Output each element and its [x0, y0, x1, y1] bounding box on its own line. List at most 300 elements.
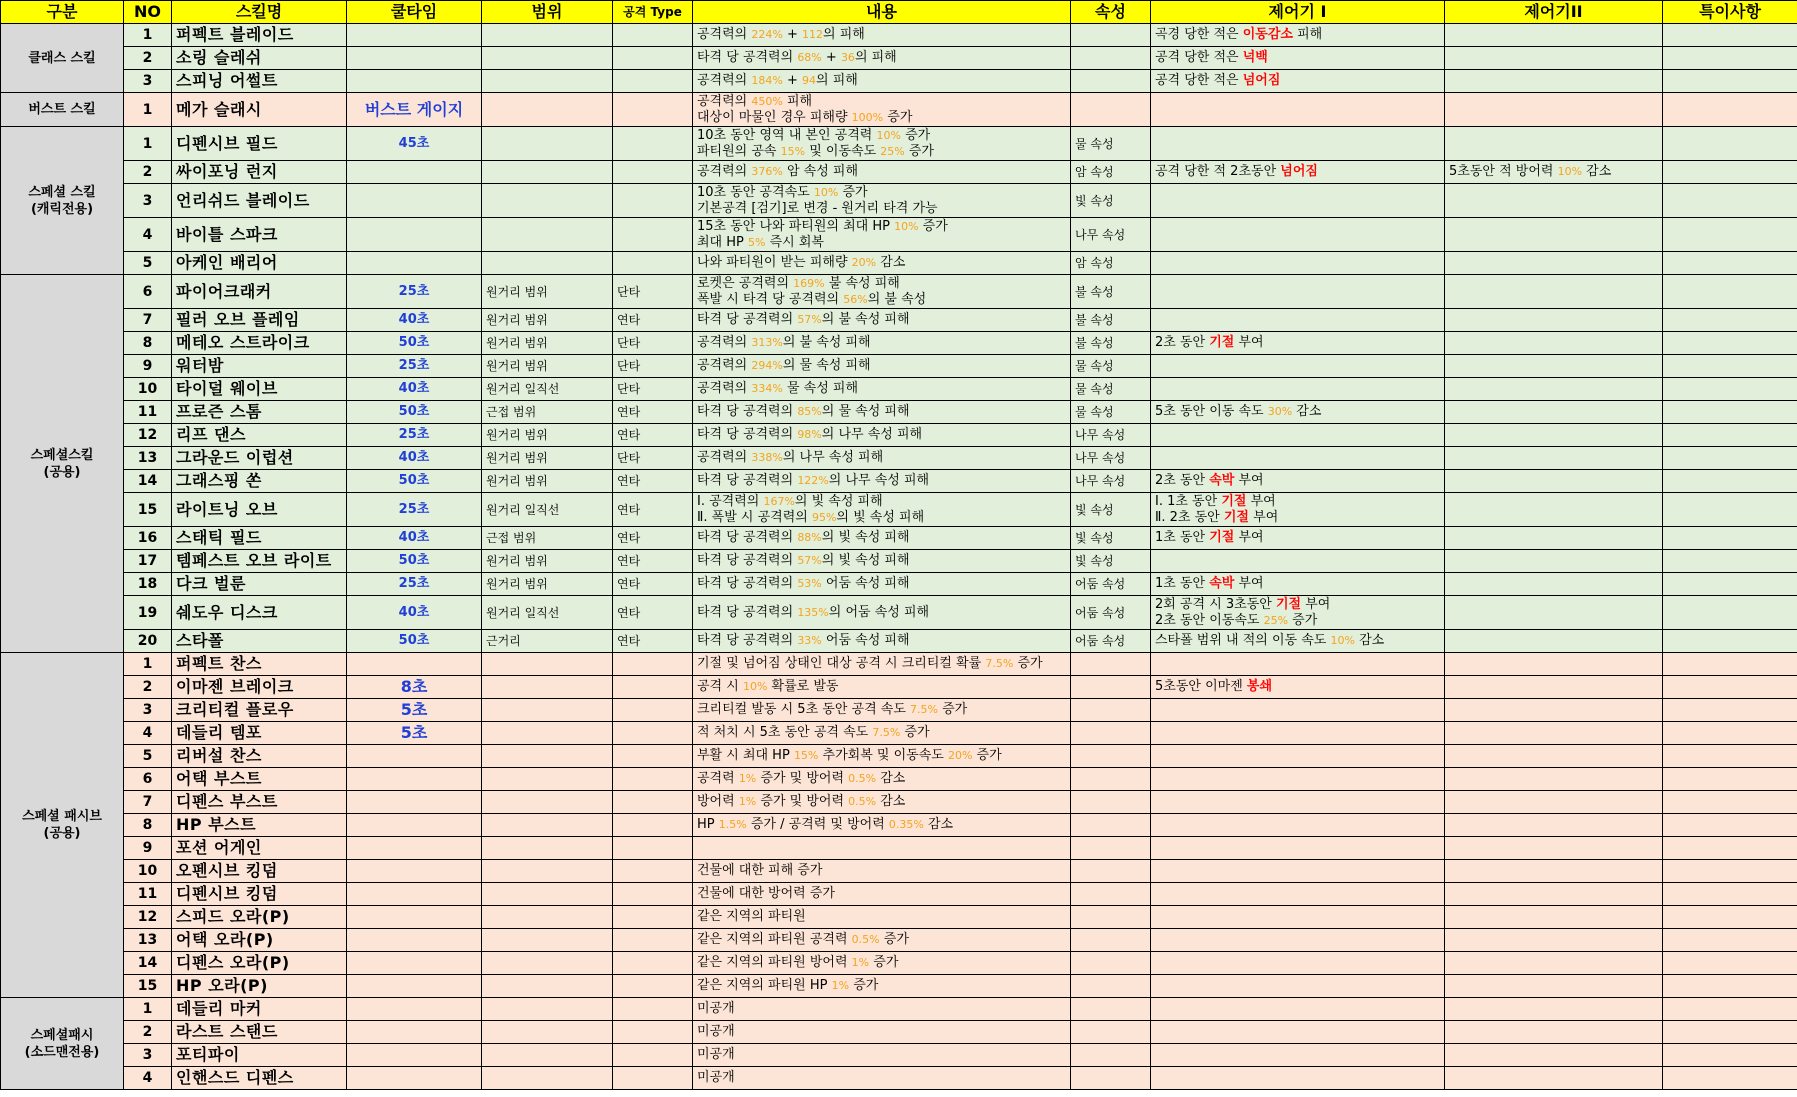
no-cell[interactable]: 18 [124, 573, 172, 596]
notes-cell[interactable] [1663, 998, 1797, 1021]
skill-name-cell[interactable]: 스타폴 [172, 630, 347, 653]
attribute-cell[interactable]: 빛 속성 [1071, 493, 1151, 527]
content-cell[interactable] [693, 883, 1071, 906]
skill-name-cell[interactable]: 파이어크래커 [172, 275, 347, 309]
attribute-cell[interactable] [1071, 676, 1151, 699]
no-cell[interactable]: 16 [124, 527, 172, 550]
control-2-cell[interactable] [1445, 275, 1663, 309]
attribute-cell[interactable] [1071, 1067, 1151, 1090]
no-cell[interactable]: 2 [124, 47, 172, 70]
range-cell[interactable] [482, 24, 613, 47]
notes-cell[interactable] [1663, 127, 1797, 161]
cooldown-cell[interactable]: 25초 [347, 424, 482, 447]
header-range[interactable]: 범위 [482, 1, 613, 24]
control-2-cell[interactable] [1445, 184, 1663, 218]
cooldown-cell[interactable]: 5초 [347, 722, 482, 745]
cooldown-cell[interactable]: 40초 [347, 527, 482, 550]
attack-type-cell[interactable] [613, 1021, 693, 1044]
skill-name-cell[interactable]: 다크 벌룬 [172, 573, 347, 596]
notes-cell[interactable] [1663, 906, 1797, 929]
category-cell[interactable]: 스페셜패시 (소드맨전용) [1, 998, 124, 1090]
skill-name-cell[interactable]: 디펜시브 필드 [172, 127, 347, 161]
control-2-cell[interactable] [1445, 355, 1663, 378]
control-2-cell[interactable] [1445, 883, 1663, 906]
cooldown-cell[interactable]: 50초 [347, 630, 482, 653]
skill-name-cell[interactable]: 데들리 템포 [172, 722, 347, 745]
cooldown-cell[interactable] [347, 883, 482, 906]
cooldown-cell[interactable]: 50초 [347, 401, 482, 424]
content-cell[interactable] [693, 527, 1071, 550]
content-cell[interactable] [693, 573, 1071, 596]
cooldown-cell[interactable]: 25초 [347, 355, 482, 378]
control-1-cell[interactable] [1151, 424, 1445, 447]
control-2-cell[interactable] [1445, 975, 1663, 998]
notes-cell[interactable] [1663, 493, 1797, 527]
range-cell[interactable] [482, 906, 613, 929]
notes-cell[interactable] [1663, 275, 1797, 309]
attack-type-cell[interactable]: 단타 [613, 355, 693, 378]
attack-type-cell[interactable]: 연타 [613, 401, 693, 424]
attack-type-cell[interactable]: 연타 [613, 573, 693, 596]
content-cell[interactable] [693, 161, 1071, 184]
no-cell[interactable]: 9 [124, 355, 172, 378]
cooldown-cell[interactable] [347, 952, 482, 975]
control-2-cell[interactable] [1445, 161, 1663, 184]
notes-cell[interactable] [1663, 791, 1797, 814]
skill-name-cell[interactable]: 언리쉬드 블레이드 [172, 184, 347, 218]
no-cell[interactable]: 1 [124, 93, 172, 127]
notes-cell[interactable] [1663, 952, 1797, 975]
content-cell[interactable] [693, 309, 1071, 332]
range-cell[interactable] [482, 161, 613, 184]
control-2-cell[interactable] [1445, 332, 1663, 355]
notes-cell[interactable] [1663, 70, 1797, 93]
attribute-cell[interactable]: 불 속성 [1071, 332, 1151, 355]
no-cell[interactable]: 20 [124, 630, 172, 653]
skill-name-cell[interactable]: 퍼펙트 찬스 [172, 653, 347, 676]
notes-cell[interactable] [1663, 699, 1797, 722]
attack-type-cell[interactable] [613, 218, 693, 252]
no-cell[interactable]: 3 [124, 184, 172, 218]
skill-name-cell[interactable]: 프로즌 스톰 [172, 401, 347, 424]
range-cell[interactable] [482, 676, 613, 699]
content-cell[interactable] [693, 447, 1071, 470]
skill-name-cell[interactable]: 리버설 찬스 [172, 745, 347, 768]
no-cell[interactable]: 1 [124, 24, 172, 47]
skill-name-cell[interactable]: 쉐도우 디스크 [172, 596, 347, 630]
control-1-cell[interactable] [1151, 252, 1445, 275]
control-1-cell[interactable] [1151, 332, 1445, 355]
content-cell[interactable] [693, 275, 1071, 309]
control-1-cell[interactable] [1151, 630, 1445, 653]
content-cell[interactable] [693, 653, 1071, 676]
no-cell[interactable]: 2 [124, 676, 172, 699]
control-1-cell[interactable] [1151, 699, 1445, 722]
control-2-cell[interactable] [1445, 653, 1663, 676]
attack-type-cell[interactable] [613, 906, 693, 929]
attack-type-cell[interactable] [613, 252, 693, 275]
control-1-cell[interactable] [1151, 1021, 1445, 1044]
control-2-cell[interactable] [1445, 860, 1663, 883]
notes-cell[interactable] [1663, 596, 1797, 630]
category-cell[interactable]: 버스트 스킬 [1, 93, 124, 127]
attack-type-cell[interactable] [613, 745, 693, 768]
control-1-cell[interactable] [1151, 161, 1445, 184]
control-1-cell[interactable] [1151, 218, 1445, 252]
no-cell[interactable]: 8 [124, 814, 172, 837]
control-1-cell[interactable] [1151, 929, 1445, 952]
category-cell[interactable]: 스페셜 스킬 (캐릭전용) [1, 127, 124, 275]
range-cell[interactable] [482, 929, 613, 952]
control-2-cell[interactable] [1445, 952, 1663, 975]
attribute-cell[interactable]: 빛 속성 [1071, 550, 1151, 573]
control-1-cell[interactable] [1151, 550, 1445, 573]
notes-cell[interactable] [1663, 252, 1797, 275]
attack-type-cell[interactable] [613, 722, 693, 745]
cooldown-cell[interactable] [347, 1067, 482, 1090]
control-1-cell[interactable] [1151, 47, 1445, 70]
no-cell[interactable]: 3 [124, 699, 172, 722]
attack-type-cell[interactable]: 연타 [613, 527, 693, 550]
cooldown-cell[interactable]: 45초 [347, 127, 482, 161]
no-cell[interactable]: 10 [124, 860, 172, 883]
notes-cell[interactable] [1663, 929, 1797, 952]
attribute-cell[interactable]: 나무 속성 [1071, 447, 1151, 470]
cooldown-cell[interactable]: 50초 [347, 332, 482, 355]
control-1-cell[interactable] [1151, 401, 1445, 424]
skill-name-cell[interactable]: 포티파이 [172, 1044, 347, 1067]
notes-cell[interactable] [1663, 424, 1797, 447]
no-cell[interactable]: 6 [124, 275, 172, 309]
control-1-cell[interactable] [1151, 24, 1445, 47]
no-cell[interactable]: 15 [124, 493, 172, 527]
attribute-cell[interactable] [1071, 929, 1151, 952]
control-1-cell[interactable] [1151, 447, 1445, 470]
cooldown-cell[interactable]: 50초 [347, 550, 482, 573]
notes-cell[interactable] [1663, 447, 1797, 470]
content-cell[interactable] [693, 493, 1071, 527]
skill-name-cell[interactable]: 라스트 스탠드 [172, 1021, 347, 1044]
control-1-cell[interactable] [1151, 791, 1445, 814]
range-cell[interactable] [482, 653, 613, 676]
range-cell[interactable]: 원거리 일직선 [482, 596, 613, 630]
range-cell[interactable]: 근접 범위 [482, 401, 613, 424]
notes-cell[interactable] [1663, 355, 1797, 378]
content-cell[interactable] [693, 470, 1071, 493]
content-cell[interactable] [693, 630, 1071, 653]
control-1-cell[interactable] [1151, 573, 1445, 596]
no-cell[interactable]: 5 [124, 252, 172, 275]
content-cell[interactable] [693, 1067, 1071, 1090]
notes-cell[interactable] [1663, 837, 1797, 860]
cooldown-cell[interactable] [347, 47, 482, 70]
attack-type-cell[interactable] [613, 47, 693, 70]
attack-type-cell[interactable] [613, 161, 693, 184]
attack-type-cell[interactable] [613, 1067, 693, 1090]
attribute-cell[interactable]: 나무 속성 [1071, 470, 1151, 493]
range-cell[interactable]: 원거리 범위 [482, 447, 613, 470]
control-1-cell[interactable] [1151, 883, 1445, 906]
cooldown-cell[interactable] [347, 998, 482, 1021]
control-1-cell[interactable] [1151, 1044, 1445, 1067]
range-cell[interactable] [482, 722, 613, 745]
cooldown-cell[interactable] [347, 252, 482, 275]
attribute-cell[interactable]: 어둠 속성 [1071, 573, 1151, 596]
control-1-cell[interactable] [1151, 527, 1445, 550]
content-cell[interactable] [693, 814, 1071, 837]
content-cell[interactable] [693, 70, 1071, 93]
attribute-cell[interactable] [1071, 952, 1151, 975]
attack-type-cell[interactable]: 연타 [613, 424, 693, 447]
control-1-cell[interactable] [1151, 768, 1445, 791]
cooldown-cell[interactable] [347, 70, 482, 93]
control-2-cell[interactable] [1445, 24, 1663, 47]
skill-name-cell[interactable]: 디펜스 오라(P) [172, 952, 347, 975]
attribute-cell[interactable] [1071, 791, 1151, 814]
attack-type-cell[interactable] [613, 676, 693, 699]
control-1-cell[interactable] [1151, 184, 1445, 218]
skill-name-cell[interactable]: 어택 오라(P) [172, 929, 347, 952]
notes-cell[interactable] [1663, 814, 1797, 837]
control-2-cell[interactable] [1445, 929, 1663, 952]
notes-cell[interactable] [1663, 93, 1797, 127]
no-cell[interactable]: 4 [124, 722, 172, 745]
no-cell[interactable]: 2 [124, 161, 172, 184]
notes-cell[interactable] [1663, 1067, 1797, 1090]
cooldown-cell[interactable]: 40초 [347, 378, 482, 401]
control-1-cell[interactable] [1151, 93, 1445, 127]
control-1-cell[interactable] [1151, 906, 1445, 929]
control-2-cell[interactable] [1445, 791, 1663, 814]
control-2-cell[interactable] [1445, 1067, 1663, 1090]
header-no[interactable]: NO [124, 1, 172, 24]
attribute-cell[interactable] [1071, 883, 1151, 906]
control-2-cell[interactable] [1445, 309, 1663, 332]
control-2-cell[interactable] [1445, 127, 1663, 161]
content-cell[interactable] [693, 998, 1071, 1021]
control-1-cell[interactable] [1151, 355, 1445, 378]
category-cell[interactable]: 클래스 스킬 [1, 24, 124, 93]
content-cell[interactable] [693, 218, 1071, 252]
control-1-cell[interactable] [1151, 814, 1445, 837]
cooldown-cell[interactable] [347, 1021, 482, 1044]
cooldown-cell[interactable]: 8초 [347, 676, 482, 699]
skill-name-cell[interactable]: 소링 슬레쉬 [172, 47, 347, 70]
control-2-cell[interactable] [1445, 527, 1663, 550]
control-1-cell[interactable] [1151, 378, 1445, 401]
notes-cell[interactable] [1663, 401, 1797, 424]
cooldown-cell[interactable] [347, 791, 482, 814]
control-1-cell[interactable] [1151, 127, 1445, 161]
skill-name-cell[interactable]: 퍼펙트 블레이드 [172, 24, 347, 47]
skill-name-cell[interactable]: 어택 부스트 [172, 768, 347, 791]
notes-cell[interactable] [1663, 975, 1797, 998]
attribute-cell[interactable] [1071, 70, 1151, 93]
range-cell[interactable] [482, 975, 613, 998]
attack-type-cell[interactable] [613, 929, 693, 952]
notes-cell[interactable] [1663, 860, 1797, 883]
skill-name-cell[interactable]: 데들리 마커 [172, 998, 347, 1021]
header-control-1[interactable]: 제어기 I [1151, 1, 1445, 24]
cooldown-cell[interactable]: 25초 [347, 573, 482, 596]
content-cell[interactable] [693, 975, 1071, 998]
no-cell[interactable]: 14 [124, 952, 172, 975]
range-cell[interactable]: 원거리 일직선 [482, 378, 613, 401]
skill-name-cell[interactable]: 메가 슬래시 [172, 93, 347, 127]
cooldown-cell[interactable]: 25초 [347, 493, 482, 527]
cooldown-cell[interactable]: 50초 [347, 470, 482, 493]
skill-name-cell[interactable]: 그래스핑 쏜 [172, 470, 347, 493]
skill-name-cell[interactable]: 스피닝 어썰트 [172, 70, 347, 93]
range-cell[interactable] [482, 70, 613, 93]
range-cell[interactable]: 원거리 범위 [482, 424, 613, 447]
range-cell[interactable] [482, 218, 613, 252]
no-cell[interactable]: 4 [124, 218, 172, 252]
skill-name-cell[interactable]: 워터밤 [172, 355, 347, 378]
attribute-cell[interactable]: 물 속성 [1071, 378, 1151, 401]
control-1-cell[interactable] [1151, 275, 1445, 309]
attribute-cell[interactable]: 어둠 속성 [1071, 596, 1151, 630]
notes-cell[interactable] [1663, 883, 1797, 906]
no-cell[interactable]: 1 [124, 998, 172, 1021]
attribute-cell[interactable]: 나무 속성 [1071, 218, 1151, 252]
notes-cell[interactable] [1663, 550, 1797, 573]
no-cell[interactable]: 3 [124, 1044, 172, 1067]
control-1-cell[interactable] [1151, 470, 1445, 493]
no-cell[interactable]: 7 [124, 791, 172, 814]
no-cell[interactable]: 19 [124, 596, 172, 630]
content-cell[interactable] [693, 676, 1071, 699]
control-2-cell[interactable] [1445, 252, 1663, 275]
range-cell[interactable]: 근거리 [482, 630, 613, 653]
header-attack-type[interactable]: 공격 Type [613, 1, 693, 24]
attribute-cell[interactable]: 암 속성 [1071, 252, 1151, 275]
no-cell[interactable]: 1 [124, 127, 172, 161]
no-cell[interactable]: 1 [124, 653, 172, 676]
content-cell[interactable] [693, 906, 1071, 929]
no-cell[interactable]: 2 [124, 1021, 172, 1044]
range-cell[interactable] [482, 1044, 613, 1067]
cooldown-cell[interactable]: 40초 [347, 309, 482, 332]
control-2-cell[interactable] [1445, 837, 1663, 860]
cooldown-cell[interactable] [347, 24, 482, 47]
content-cell[interactable] [693, 127, 1071, 161]
range-cell[interactable]: 원거리 일직선 [482, 493, 613, 527]
attack-type-cell[interactable]: 연타 [613, 309, 693, 332]
attack-type-cell[interactable]: 단타 [613, 275, 693, 309]
skill-name-cell[interactable]: 오펜시브 킹덤 [172, 860, 347, 883]
control-2-cell[interactable] [1445, 493, 1663, 527]
attack-type-cell[interactable] [613, 883, 693, 906]
skill-name-cell[interactable]: 라이트닝 오브 [172, 493, 347, 527]
notes-cell[interactable] [1663, 768, 1797, 791]
content-cell[interactable] [693, 860, 1071, 883]
control-1-cell[interactable] [1151, 952, 1445, 975]
cooldown-cell[interactable] [347, 745, 482, 768]
no-cell[interactable]: 14 [124, 470, 172, 493]
attribute-cell[interactable]: 물 속성 [1071, 401, 1151, 424]
range-cell[interactable] [482, 745, 613, 768]
control-2-cell[interactable] [1445, 814, 1663, 837]
no-cell[interactable]: 11 [124, 401, 172, 424]
control-2-cell[interactable] [1445, 676, 1663, 699]
content-cell[interactable] [693, 93, 1071, 127]
control-2-cell[interactable] [1445, 998, 1663, 1021]
control-2-cell[interactable] [1445, 768, 1663, 791]
content-cell[interactable] [693, 24, 1071, 47]
cooldown-cell[interactable] [347, 768, 482, 791]
category-cell[interactable]: 스페셜 패시브 (공용) [1, 653, 124, 998]
skill-name-cell[interactable]: 스태틱 필드 [172, 527, 347, 550]
skill-name-cell[interactable]: 디펜스 부스트 [172, 791, 347, 814]
attribute-cell[interactable] [1071, 653, 1151, 676]
control-2-cell[interactable] [1445, 699, 1663, 722]
notes-cell[interactable] [1663, 24, 1797, 47]
attribute-cell[interactable]: 나무 속성 [1071, 424, 1151, 447]
control-2-cell[interactable] [1445, 550, 1663, 573]
content-cell[interactable] [693, 596, 1071, 630]
notes-cell[interactable] [1663, 653, 1797, 676]
attack-type-cell[interactable] [613, 699, 693, 722]
header-control-2[interactable]: 제어기II [1445, 1, 1663, 24]
skill-name-cell[interactable]: 크리티컬 플로우 [172, 699, 347, 722]
notes-cell[interactable] [1663, 309, 1797, 332]
content-cell[interactable] [693, 1021, 1071, 1044]
control-1-cell[interactable] [1151, 975, 1445, 998]
range-cell[interactable]: 원거리 범위 [482, 550, 613, 573]
content-cell[interactable] [693, 355, 1071, 378]
attribute-cell[interactable] [1071, 998, 1151, 1021]
skill-name-cell[interactable]: 이마젠 브레이크 [172, 676, 347, 699]
notes-cell[interactable] [1663, 630, 1797, 653]
attack-type-cell[interactable]: 연타 [613, 596, 693, 630]
attribute-cell[interactable]: 암 속성 [1071, 161, 1151, 184]
control-2-cell[interactable] [1445, 447, 1663, 470]
range-cell[interactable]: 근접 범위 [482, 527, 613, 550]
range-cell[interactable] [482, 791, 613, 814]
attack-type-cell[interactable] [613, 93, 693, 127]
range-cell[interactable]: 원거리 범위 [482, 573, 613, 596]
control-1-cell[interactable] [1151, 860, 1445, 883]
no-cell[interactable]: 8 [124, 332, 172, 355]
skill-name-cell[interactable]: 디펜시브 킹덤 [172, 883, 347, 906]
range-cell[interactable] [482, 699, 613, 722]
attribute-cell[interactable] [1071, 24, 1151, 47]
no-cell[interactable]: 12 [124, 906, 172, 929]
attribute-cell[interactable] [1071, 1044, 1151, 1067]
attribute-cell[interactable]: 빛 속성 [1071, 527, 1151, 550]
skill-name-cell[interactable]: HP 오라(P) [172, 975, 347, 998]
attribute-cell[interactable] [1071, 906, 1151, 929]
attack-type-cell[interactable] [613, 791, 693, 814]
cooldown-cell[interactable] [347, 1044, 482, 1067]
attack-type-cell[interactable] [613, 975, 693, 998]
attack-type-cell[interactable] [613, 860, 693, 883]
content-cell[interactable] [693, 184, 1071, 218]
notes-cell[interactable] [1663, 218, 1797, 252]
cooldown-cell[interactable]: 40초 [347, 596, 482, 630]
attack-type-cell[interactable]: 단타 [613, 332, 693, 355]
control-1-cell[interactable] [1151, 722, 1445, 745]
range-cell[interactable] [482, 252, 613, 275]
attack-type-cell[interactable]: 연타 [613, 470, 693, 493]
skill-name-cell[interactable]: 템페스트 오브 라이트 [172, 550, 347, 573]
attack-type-cell[interactable] [613, 998, 693, 1021]
cooldown-cell[interactable] [347, 184, 482, 218]
attack-type-cell[interactable] [613, 184, 693, 218]
attack-type-cell[interactable]: 단타 [613, 447, 693, 470]
header-content[interactable]: 내용 [693, 1, 1071, 24]
